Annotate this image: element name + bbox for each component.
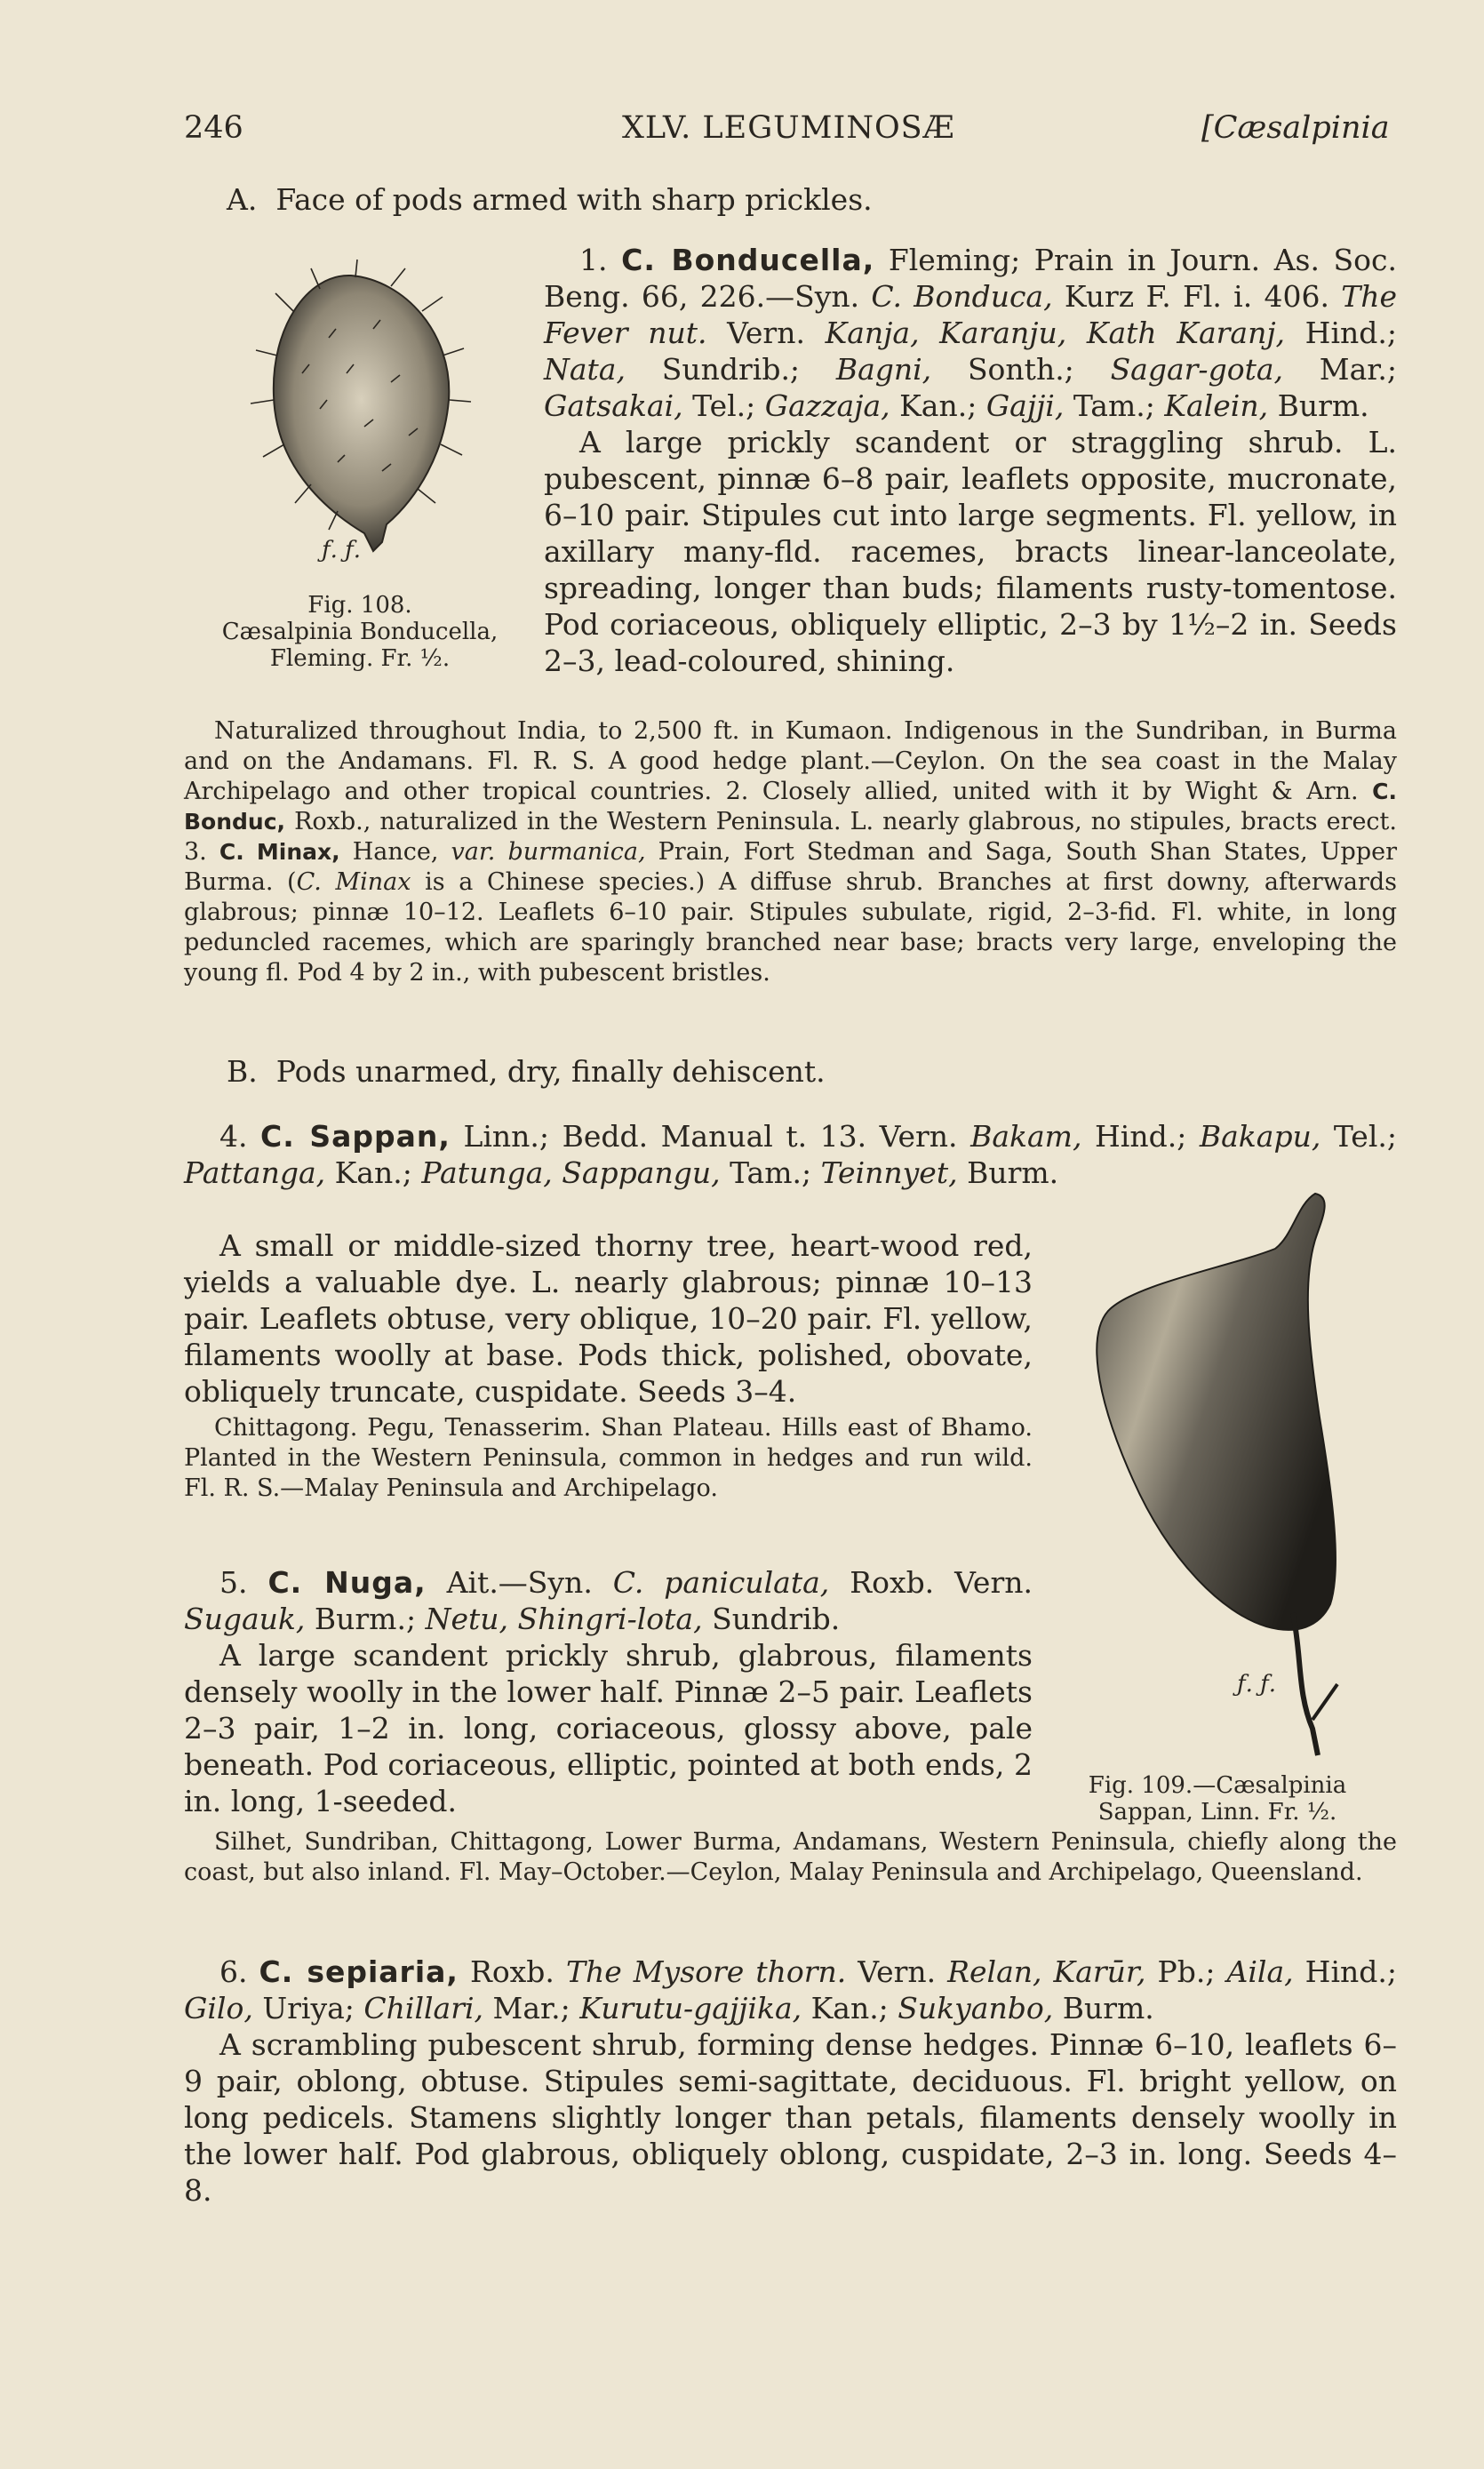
running-title: XLV. LEGUMINOSÆ bbox=[622, 110, 955, 146]
fig-109-signature: ƒ. ƒ. bbox=[1237, 1671, 1277, 1698]
species-5-entry: 5. C. Nuga, Ait.—Syn. C. paniculata, Roxb. Vern. Sugauk, Burm.; Netu, Shingri-lota, Sundrib. A large scandent prickly shrub, glabrous, filaments densely woolly in the lower half. Pinnæ 2–5 pair. Leaflets 2–3 pair, 1–2 in. long, coriaceous, glossy above, pale beneath. Pod coriaceous, elliptic, pointed at both ends, 2 in. long, 1-seeded. bbox=[184, 1565, 1033, 1818]
species-4-distribution: Chittagong. Pegu, Tenasserim. Shan Plateau. Hills east of Bhamo. Planted in the Western Peninsula, common in hedges and run wild. Fl. R. S.—Malay Peninsula and Archipelago. bbox=[184, 1414, 1033, 1502]
section-a-heading: A. Face of pods armed with sharp prickles. bbox=[227, 182, 873, 217]
species-1-distribution: Naturalized throughout India, to 2,500 ft. in Kumaon. Indigenous in the Sundriban, in Burma and on the Andamans. Fl. R. S. A good hedge plant.—Ceylon. On the sea coast in the Malay Archipelago and other tropical countries. 2. Closely allied, united with it by Wight & Arn. C. Bonduc, Roxb., naturalized in the Western Peninsula. L. nearly glabrous, no stipules, bracts erect. 3. C. Minax, Hance, var. burmanica, Prain, Fort Stedman and Saga, South Shan States, Upper Burma. (C. Minax is a Chinese species.) A diffuse shrub. Branches at first downy, afterwards glabrous; pinnæ 10–12. Leaflets 6–10 pair. Stipules subulate, rigid, 2–3-fid. Fl. white, in long peduncled racemes, which are sparingly branched near base; bracts very large, enveloping the young fl. Pod 4 by 2 in., with pubescent bristles. bbox=[184, 717, 1397, 987]
species-4-heading: 4. C. Sappan, Linn.; Bedd. Manual t. 13. Vern. Bakam, Hind.; Bakapu, Tel.; Pattanga, Kan.; Patunga, Sappangu, Tam.; Teinnyet, Burm. bbox=[184, 1119, 1397, 1190]
species-5-description: A large scandent prickly shrub, glabrous, filaments densely woolly in the lower half. Pinnæ 2–5 pair. Leaflets 2–3 pair, 1–2 in. long, coriaceous, glossy above, pale beneath. Pod coriaceous, elliptic, pointed at both ends, 2 in. long, 1-seeded. bbox=[184, 1638, 1033, 1818]
fig-108-prickly-pod-illustration bbox=[240, 258, 480, 560]
page-number: 246 bbox=[184, 110, 243, 146]
genus-header: [Cæsalpinia bbox=[1201, 110, 1390, 146]
species-1-description: A large prickly scandent or straggling shrub. L. pubescent, pinnæ 6–8 pair, leaflets opposite, mucronate, 6–10 pair. Stipules cut into large segments. Fl. yellow, in axillary many-fld. racemes, bracts linear-lanceolate, spreading, longer than buds; filaments rusty-tomentose. Pod coriaceous, obliquely elliptic, 2–3 by 1½–2 in. Seeds 2–3, lead-coloured, shining. bbox=[544, 425, 1397, 678]
species-6-name: C. sepiaria, bbox=[259, 1954, 459, 1989]
section-b-heading: B. Pods unarmed, dry, finally dehiscent. bbox=[227, 1054, 826, 1089]
species-1-name: C. Bonducella, bbox=[621, 243, 875, 277]
species-6-entry: 6. C. sepiaria, Roxb. The Mysore thorn. Vern. Relan, Karūr, Pb.; Aila, Hind.; Gilo, Uriya; Chillari, Mar.; Kurutu-gajjika, Kan.; Sukyanbo, Burm. A scrambling pubescent shrub, forming dense hedges. Pinnæ 6–10, leaflets 6–9 pair, oblong, obtuse. Stipules semi-sagittate, deciduous. Fl. bright yellow, on long pedicels. Stamens slightly longer than petals, filaments densely woolly in the lower half. Pod glabrous, obliquely oblong, cuspidate, 2–3 in. long. Seeds 4–8. bbox=[184, 1954, 1397, 2208]
fig-109-caption: Fig. 109.—Cæsalpinia Sappan, Linn. Fr. ½. bbox=[1088, 1772, 1347, 1826]
species-5-distribution: Silhet, Sundriban, Chittagong, Lower Burma, Andamans, Western Peninsula, chiefly along the coast, but also inland. Fl. May–October.—Ceylon, Malay Peninsula and Archipelago, Queensland. bbox=[184, 1828, 1397, 1886]
species-5-name: C. Nuga, bbox=[267, 1565, 427, 1600]
fig-108-caption: Fig. 108. Cæsalpinia Bonducella, Fleming. Fr. ½. bbox=[221, 592, 499, 672]
species-4-body bbox=[184, 1227, 1033, 1410]
species-6-description: A scrambling pubescent shrub, forming dense hedges. Pinnæ 6–10, leaflets 6–9 pair, oblong, obtuse. Stipules semi-sagittate, deciduous. Fl. bright yellow, on long pedicels. Stamens slightly longer than petals, filaments densely woolly in the lower half. Pod glabrous, obliquely oblong, cuspidate, 2–3 in. long. Seeds 4–8. bbox=[184, 2027, 1397, 2208]
species-1-entry: 1. C. Bonducella, Fleming; Prain in Journ. As. Soc. Beng. 66, 226.—Syn. C. Bonduca, Kurz F. Fl. i. 406. The Fever nut. Vern. Kanja, Karanju, Kath Karanj, Hind.; Nata, Sundrib.; Bagni, Sonth.; Sagar-gota, Mar.; Gatsakai, Tel.; Gazzaja, Kan.; Gajji, Tam.; Kalein, Burm. A large prickly scandent or straggling shrub. L. pubescent, pinnæ 6–8 pair, leaflets opposite, mucronate, 6–10 pair. Stipules cut into large segments. Fl. yellow, in axillary many-fld. racemes, bracts linear-lanceolate, spreading, longer than buds; filaments rusty-tomentose. Pod coriaceous, obliquely elliptic, 2–3 by 1½–2 in. Seeds 2–3, lead-coloured, shining. bbox=[544, 243, 1398, 678]
species-4-name: C. Sappan, bbox=[260, 1119, 451, 1154]
species-4-description: A small or middle-sized thorny tree, heart-wood red, yields a valuable dye. L. nearly glabrous; pinnæ 10–13 pair. Leaflets obtuse, very oblique, 10–20 pair. Fl. yellow, filaments woolly at base. Pods thick, polished, obovate, obliquely truncate, cuspidate. Seeds 3–4. bbox=[184, 1228, 1033, 1409]
fig-108-signature: ƒ. ƒ. bbox=[322, 537, 362, 563]
